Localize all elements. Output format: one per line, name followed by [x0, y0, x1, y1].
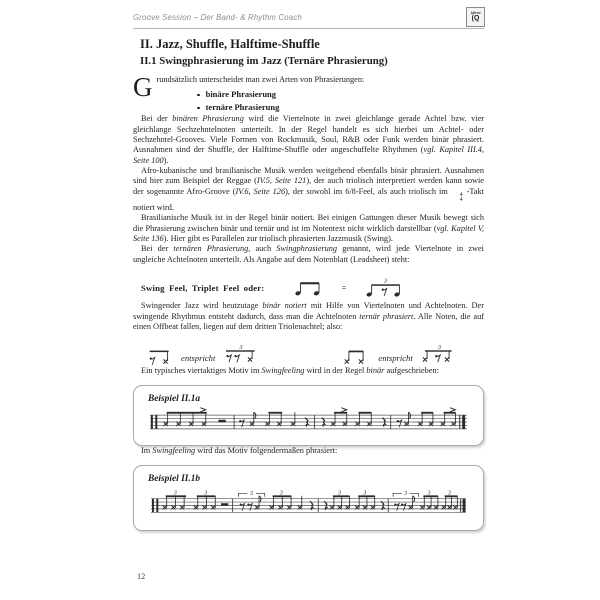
paragraph-motif-intro: Ein typisches viertaktiges Motiv im Swingfeeling wird in der Regel binär aufgeschrieben:	[141, 366, 439, 376]
example-label: Beispiel II.1a	[148, 393, 201, 404]
note-pair-figure	[342, 346, 370, 366]
logo-brand-text: Alfred	[470, 11, 481, 15]
music-staff-II1b	[146, 487, 471, 522]
header-rule	[133, 28, 484, 29]
entspricht-word: entspricht	[181, 353, 216, 364]
svg-text:3: 3	[363, 490, 367, 497]
page-number: 12	[137, 572, 146, 581]
intro-text: rundsätzlich unterscheidet man zwei Arten von Phrasierungen:	[156, 75, 365, 84]
alfred-publisher-logo	[466, 7, 485, 27]
svg-text:3: 3	[204, 490, 208, 497]
svg-text:3: 3	[437, 345, 441, 352]
paragraph-ternary-phrasing: Bei der ternären Phrasierung, auch Swingphrasierung genannt, wird jede Viertelnote in zwei ungleiche Achtelnoten unterteilt. Als Angabe auf dem Notenblatt (Leadsheet) steht:	[133, 244, 484, 264]
svg-text:3: 3	[279, 490, 283, 497]
rest-note-pair-figure	[147, 346, 173, 366]
two-eighth-notes-figure	[292, 278, 324, 298]
paragraph-im-swingfeeling: Im Swingfeeling wird das Motiv folgendermaßen phrasiert:	[141, 445, 338, 455]
svg-text:3: 3	[173, 490, 177, 497]
entspricht-line	[133, 339, 484, 366]
logo-mark-icon: (Q	[471, 15, 480, 22]
swing-feel-line	[133, 275, 484, 301]
phrasing-list	[197, 88, 484, 114]
triplet-note-rest-figure	[421, 343, 457, 366]
svg-text:3: 3	[239, 345, 243, 352]
svg-text:3: 3	[383, 278, 387, 285]
paragraph-binary-phrasing: Bei der binären Phrasierung wird die Viertelnote in zwei gleichlange gerade Achtel bzw. vier gleichlange Sechzehntelnoten unterteilt. In der Regel handelt es sich hierbei um Achtel- oder Sechzehntel-Grooves. Viele Formen von Rockmusik, Soul, R&B oder Funk werden binär phrasiert. Ausnahmen sind der Shuffle, der Halftime-Shuffle oder angeschuffelte Rhythmen (vgl. Kapitel III.4, Seite 100).	[133, 114, 485, 165]
bullet-icon	[197, 107, 200, 110]
svg-text:3: 3	[250, 491, 254, 498]
example-label: Beispiel II.1b	[148, 473, 201, 484]
list-item	[197, 88, 484, 101]
entspricht-word: entspricht	[378, 353, 413, 364]
list-item-label: binäre Phrasierung	[205, 89, 277, 100]
triplet-figure	[364, 277, 406, 300]
paragraph-brazilian: Brasilianische Musik ist in der Regel binär notiert. Bei einigen Gattungen dieser Musik bewegt sich die Phrasierung zwischen binär und ternär und ist im Notentext nicht wirklich darstellbar (vgl. Kapitel V, Seite 136). Hier gibt es Parallelen zur triolisch phrasierten Jazzmusik (Swing).	[133, 213, 484, 244]
section-title: II.1 Swingphrasierung im Jazz (Ternäre Phrasierung)	[140, 55, 388, 67]
drop-cap: G	[133, 72, 153, 102]
svg-text:3: 3	[427, 490, 431, 497]
bullet-icon	[197, 94, 200, 97]
paragraph-afro-cuban: Afro-kubanische und brasilianische Musik werden weitgehend ebenfalls binär phrasiert. Ausnahmen sind hier zum Beispiel der Reggae (IV.5, Seite 121), der auch triolisch interpretiert werden kann sowie der sogenannte Afro-Groove (IV.6, Seite 126), der sowohl im 6/8-Feel, als auch triolisch im 4 4 -Takt notiert wird.	[133, 166, 484, 213]
svg-text:3: 3	[404, 491, 408, 498]
list-item	[197, 101, 484, 114]
example-box-II1a	[133, 385, 484, 446]
running-header: Groove Session – Der Band- & Rhythm Coach	[133, 13, 302, 22]
equals-sign: =	[341, 283, 347, 294]
svg-text:3: 3	[448, 490, 451, 497]
svg-text:3: 3	[338, 490, 342, 497]
chapter-title: II. Jazz, Shuffle, Halftime-Shuffle	[140, 37, 320, 51]
paragraph-swing-notation: Swingender Jazz wird heutzutage binär notiert mit Hilfe von Viertelnoten und Achtelnoten. Der swingende Rhythmus entsteht dadurch, dass man die Achtelnoten ternär phrasiert. Alle Noten, die auf einen Offbeat fallen, liegen auf dem dritten Triolenachtel; also:	[133, 301, 484, 331]
music-staff-II1a	[146, 407, 471, 437]
intro-paragraph	[133, 72, 484, 114]
triplet-rests-figure	[223, 343, 259, 366]
list-item-label: ternäre Phrasierung	[205, 102, 280, 113]
swing-feel-label: Swing Feel, Triplet Feel oder:	[141, 283, 265, 294]
example-box-II1b	[133, 465, 484, 531]
